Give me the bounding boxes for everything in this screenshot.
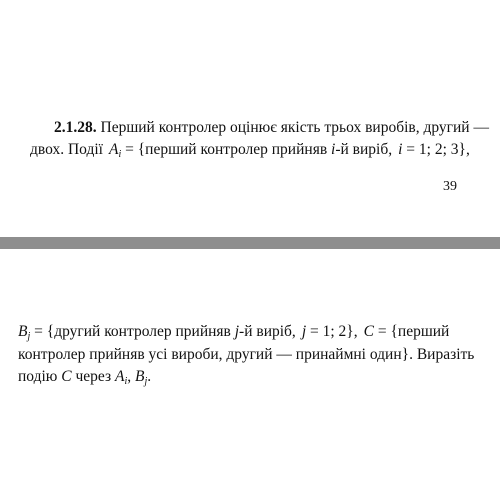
var-c: C <box>363 323 374 340</box>
problem-line-3 <box>18 323 449 341</box>
sub-j-2: j <box>144 376 148 387</box>
i-var: i <box>331 141 336 158</box>
line2-mid: перший контролер прийняв <box>145 141 328 158</box>
var-b-2: B <box>134 368 145 385</box>
comma: , <box>127 368 132 385</box>
problem-line-4: контролер прийняв усі вироби, другий — принаймні один}. Виразіть <box>18 346 475 363</box>
sub-j: j <box>27 331 31 342</box>
page-number: 39 <box>443 179 457 194</box>
events-label: двох. Події <box>30 141 103 158</box>
var-b: B <box>18 323 28 340</box>
problem-line-1 <box>54 119 489 137</box>
period: . <box>147 368 152 385</box>
problem-number: 2.1.28. <box>54 119 97 136</box>
i-var-2: i <box>398 141 403 158</box>
problem-line-5 <box>18 368 151 386</box>
line5-mid: через <box>75 368 112 385</box>
problem-line-2 <box>30 141 470 159</box>
j-var: j <box>234 323 240 340</box>
problem-line-1-text: Перший контролер оцінює якість трьох виробів, другий — <box>100 119 489 136</box>
line3-set: = 1; 2}, <box>310 323 358 340</box>
eq-open-c: = { <box>377 323 398 340</box>
var-a: A <box>108 141 119 158</box>
j-var-2: j <box>301 323 307 340</box>
sub-i-2: i <box>124 376 128 387</box>
line3-end: перший <box>397 323 450 340</box>
line2-end: = 1; 2; 3}, <box>406 141 470 158</box>
line5-start: подію <box>18 368 58 385</box>
var-a-2: A <box>114 368 125 385</box>
eq-open: = { <box>125 141 146 158</box>
page-divider <box>0 237 500 249</box>
line3-after: -й виріб, <box>239 323 296 340</box>
upper-page <box>0 0 500 237</box>
sub-i: i <box>118 149 122 160</box>
line2-after: -й виріб, <box>335 141 393 158</box>
line3-mid: другий контролер прийняв <box>54 323 231 340</box>
var-c-2: C <box>61 368 72 385</box>
eq-open-b: = { <box>34 323 55 340</box>
